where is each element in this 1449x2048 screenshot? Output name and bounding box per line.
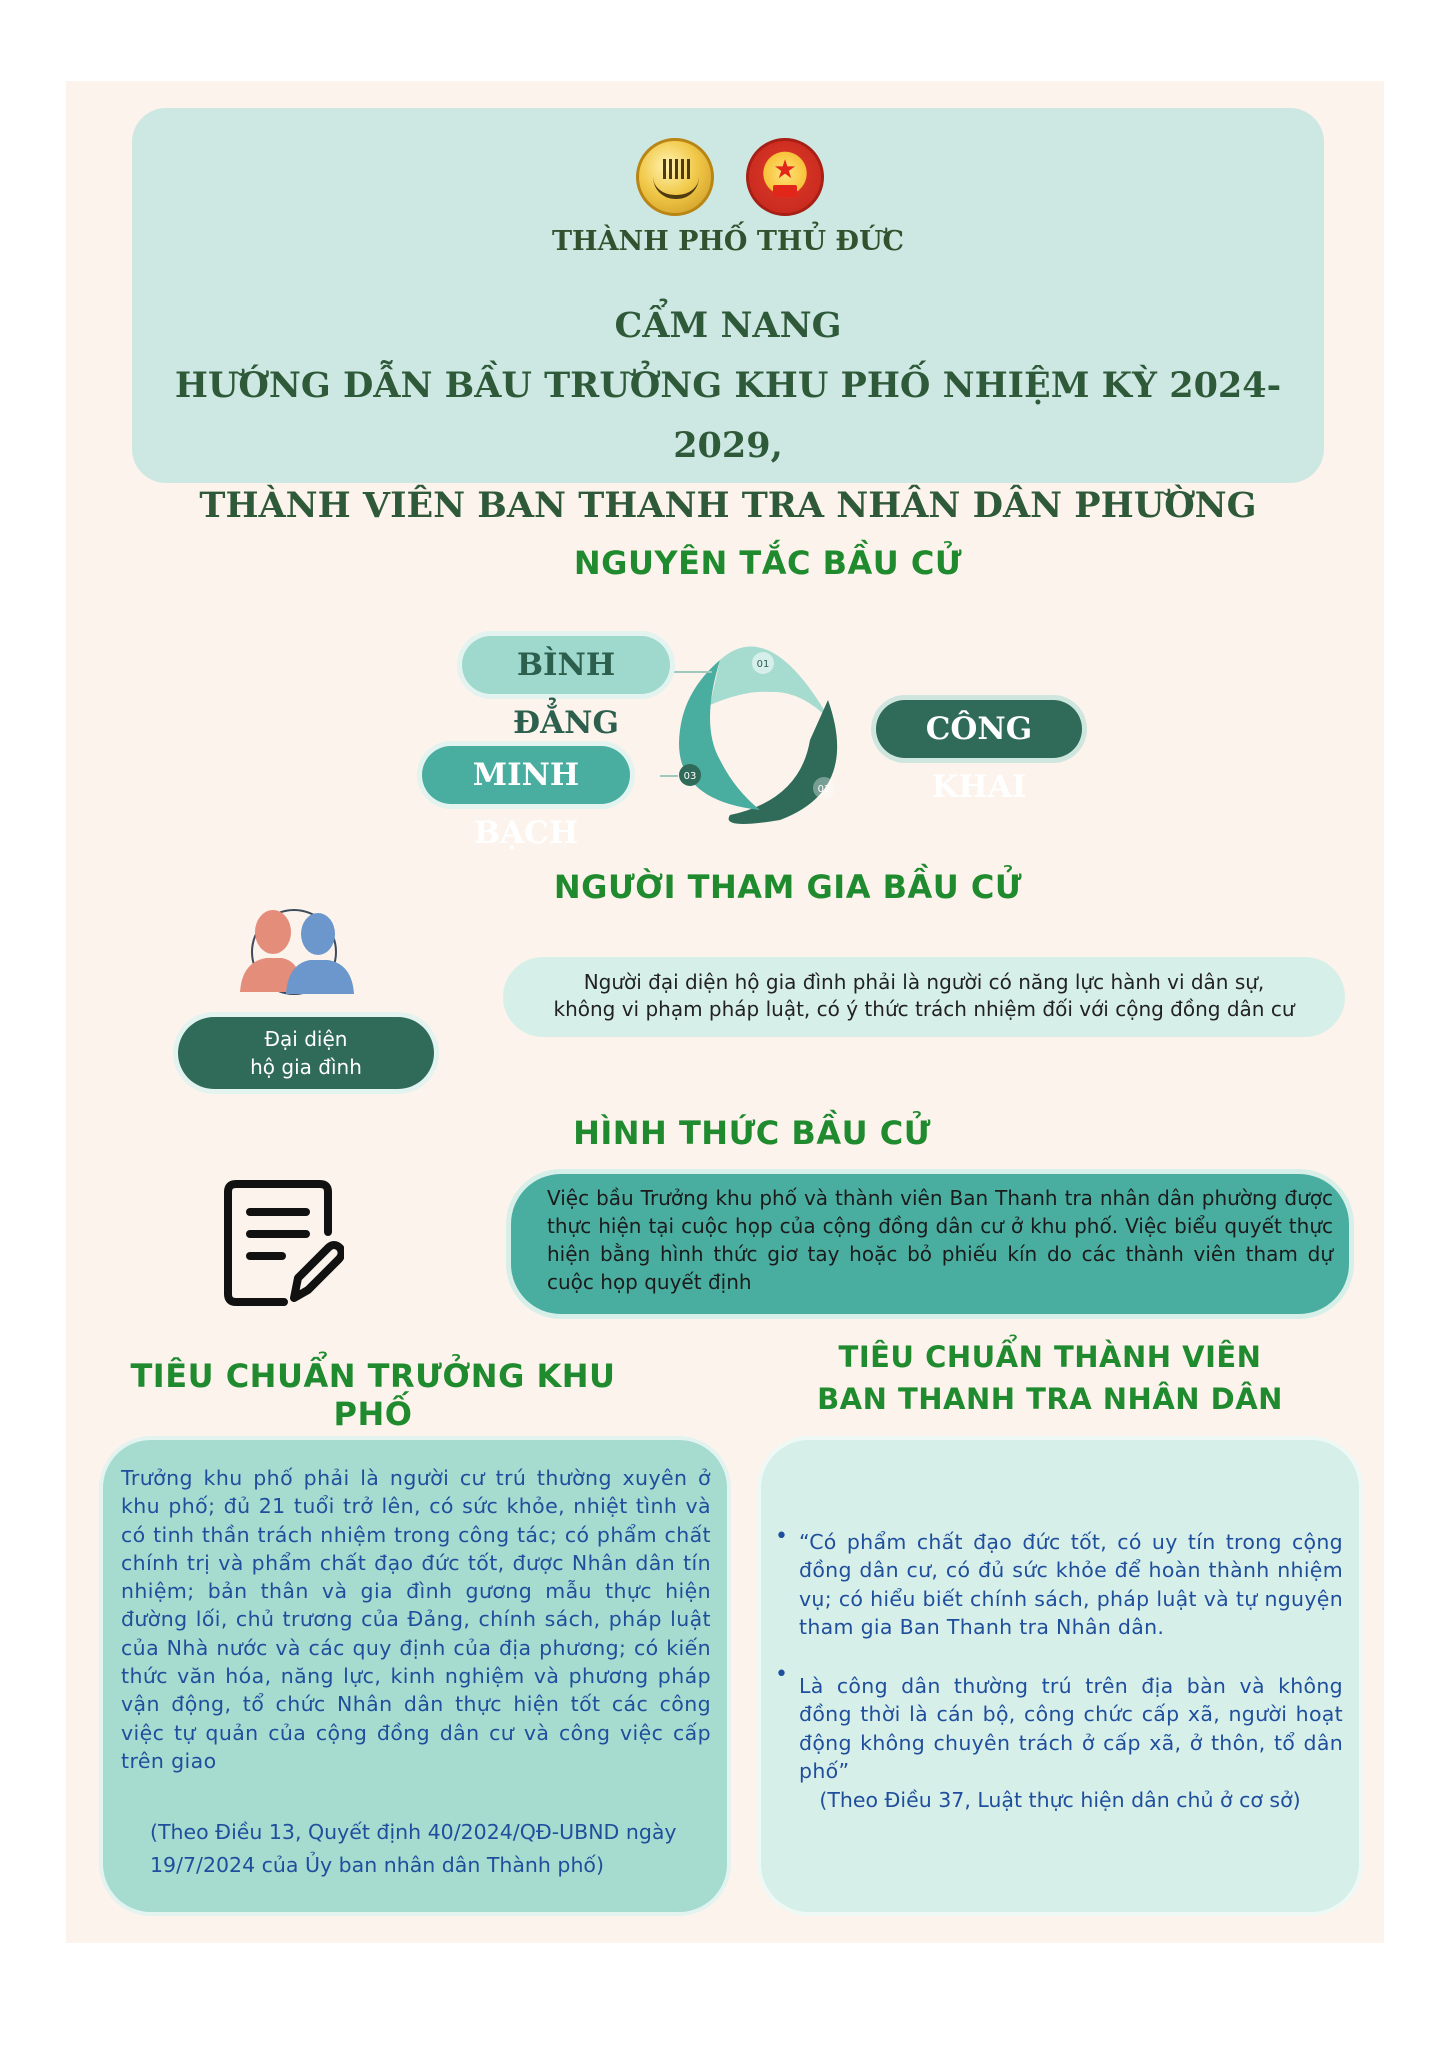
cycle-diagram	[660, 630, 860, 830]
title-line-3: THÀNH VIÊN BAN THANH TRA NHÂN DÂN PHƯỜNG	[199, 485, 1257, 526]
fatherland-front-logo: ★	[746, 138, 824, 216]
inspector-standards-heading: TIÊU CHUẨN THÀNH VIÊN BAN THANH TRA NHÂN DÂN	[817, 1340, 1283, 1416]
cycle-number-01: 01	[756, 659, 770, 670]
principle-equality: BÌNH ĐẲNG	[462, 636, 670, 694]
head-standards-heading: TIÊU CHUẨN TRƯỞNG KHU PHỐ	[130, 1357, 616, 1433]
principle-transparency: MINH BẠCH	[422, 746, 630, 804]
title-line-2: HƯỚNG DẪN BẦU TRƯỞNG KHU PHỐ NHIỆM KỲ 2024-2029,	[174, 365, 1282, 466]
inspector-standards-card	[761, 1440, 1359, 1912]
principle-publicity: CÔNG KHAI	[876, 700, 1082, 758]
cycle-number-02: 02	[817, 784, 831, 795]
document-edit-icon	[222, 1180, 344, 1310]
page-title	[132, 296, 1324, 536]
thu-duc-city-logo	[636, 138, 714, 216]
form-description: Việc bầu Trưởng khu phố và thành viên Ban Thanh tra nhân dân phường được thực hiện tại cuộc họp của cộng đồng dân cư ở khu phố. Việc biểu quyết thực hiện bằng hình thức giơ tay hoặc bỏ phiếu kín do các thành viên tham dự cuộc họp quyết định	[511, 1174, 1349, 1314]
participants-heading: NGƯỜI THAM GIA BẦU CỬ	[553, 868, 1023, 906]
bullet-1: •	[775, 1524, 788, 1549]
form-heading: HÌNH THỨC BẦU CỬ	[573, 1114, 931, 1152]
principles-heading: NGUYÊN TẮC BẦU CỬ	[573, 544, 963, 582]
participants-description: Người đại diện hộ gia đình phải là người có năng lực hành vi dân sự, không vi phạm pháp luật, có ý thức trách nhiệm đối với cộng đồng dân cư	[503, 957, 1345, 1037]
inspector-standards-source: (Theo Điều 37, Luật thực hiện dân chủ ở cơ sở)	[819, 1788, 1301, 1812]
city-name: THÀNH PHỐ THỦ ĐỨC	[551, 226, 905, 257]
title-line-1: CẨM NANG	[614, 305, 842, 346]
household-representative-label: Đại diện hộ gia đình	[178, 1017, 434, 1089]
head-standards-body: Trưởng khu phố phải là người cư trú thường xuyên ở khu phố; đủ 21 tuổi trở lên, có sức khỏe, nhiệt tình và có tinh thần trách nhiệm trong công tác; có phẩm chất chính trị và phẩm chất đạo đức tốt, được Nhân dân tín nhiệm; bản thân và gia đình gương mẫu thực hiện đường lối, chủ trương của Đảng, chính sách, pháp luật của Nhà nước và các quy định của địa phương; có kiến thức văn hóa, năng lực, kinh nghiệm và phương pháp vận động, tổ chức Nhân dân thực hiện tốt các công việc tự quản của cộng đồng dân cư và công việc cấp trên giao	[121, 1466, 711, 1773]
inspector-standard-2: Là công dân thường trú trên địa bàn và không đồng thời là cán bộ, công chức cấp xã, người hoạt động không chuyên trách ở cấp xã, ở thôn, tổ dân phố”	[799, 1674, 1343, 1783]
cycle-number-03: 03	[683, 771, 697, 782]
people-icon	[236, 902, 360, 998]
inspector-standard-1: “Có phẩm chất đạo đức tốt, có uy tín trong cộng đồng dân cư, có đủ sức khỏe để hoàn thành nhiệm vụ; có hiểu biết chính sách, pháp luật và tự nguyện tham gia Ban Thanh tra Nhân dân.	[799, 1530, 1343, 1639]
bullet-2: •	[775, 1662, 788, 1687]
head-standards-source: (Theo Điều 13, Quyết định 40/2024/QĐ-UBND ngày 19/7/2024 của Ủy ban nhân dân Thành phố)	[150, 1820, 677, 1877]
head-standards-card	[103, 1440, 727, 1912]
